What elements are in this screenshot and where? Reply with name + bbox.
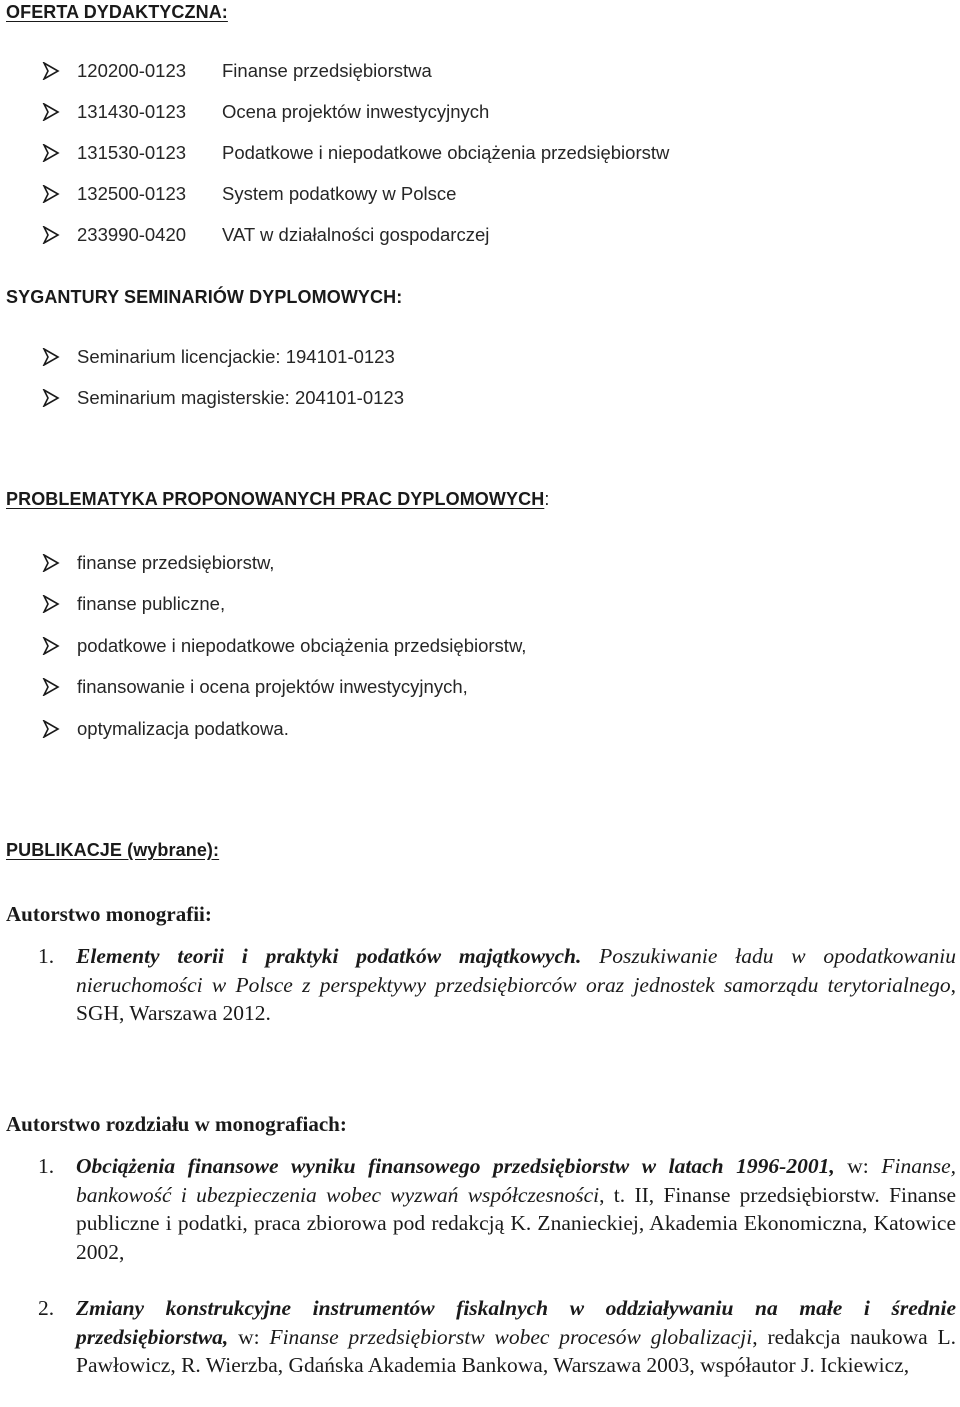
arrow-bullet-icon — [42, 637, 60, 655]
course-name: Finanse przedsiębiorstwa — [222, 60, 432, 81]
arrow-bullet-icon — [42, 144, 60, 162]
course-item — [42, 58, 432, 84]
course-name: VAT w działalności gospodarczej — [222, 224, 490, 245]
publication-item — [38, 942, 956, 1028]
arrow-bullet-icon — [42, 595, 60, 613]
subsection-title-rozdzialy: Autorstwo rozdziału w monografiach: — [6, 1112, 347, 1136]
topic-item — [42, 591, 225, 617]
course-code: 131430-0123 — [77, 101, 187, 122]
arrow-bullet-icon — [42, 226, 60, 244]
publication-details: , SGH, Warszawa 2012. — [76, 972, 956, 1025]
subsection-title-monografie: Autorstwo monografii: — [6, 902, 212, 926]
section-title-problematyka — [6, 489, 549, 510]
topic-item — [42, 550, 274, 576]
arrow-bullet-icon — [42, 348, 60, 366]
publication-text — [76, 1294, 956, 1380]
problematyka-title-text: PROBLEMATYKA PROPONOWANYCH PRAC DYPLOMOWYCH — [6, 489, 545, 509]
seminar-item — [42, 344, 395, 370]
publication-details: , t. II, Finanse przedsiębiorstw. Finanse publiczne i podatki, praca zbiorowa pod redakcją K. Znanieckiej, Akademia Ekonomiczna, Katowice 2002, — [76, 1182, 956, 1264]
section-title-oferta: OFERTA DYDAKTYCZNA: — [6, 2, 228, 22]
publication-number: 1. — [38, 944, 55, 968]
topic-label: finanse publiczne, — [77, 593, 226, 614]
course-code: 120200-0123 — [77, 60, 187, 81]
publication-book: Finanse, bankowość i ubezpieczenia wobec wyzwań współczesności — [76, 1154, 956, 1207]
topic-label: podatkowe i niepodatkowe obciążenia przedsiębiorstw, — [77, 635, 527, 656]
topic-item — [42, 633, 526, 659]
publication-number: 2. — [38, 1296, 55, 1320]
publication-text — [76, 942, 956, 1028]
topic-item — [42, 716, 289, 742]
topic-label: finanse przedsiębiorstw, — [77, 552, 275, 573]
topic-label: optymalizacja podatkowa. — [77, 718, 289, 739]
course-name: Podatkowe i niepodatkowe obciążenia przedsiębiorstw — [222, 142, 670, 163]
publication-number: 1. — [38, 1154, 55, 1178]
section-title-sygnatury: SYGANTURY SEMINARIÓW DYPLOMOWYCH: — [6, 287, 403, 307]
course-code: 233990-0420 — [77, 224, 187, 245]
course-name: System podatkowy w Polsce — [222, 183, 457, 204]
section-title-publikacje: PUBLIKACJE (wybrane): — [6, 840, 220, 860]
publication-item — [38, 1152, 956, 1266]
publication-in: w: — [228, 1324, 270, 1349]
course-code: 132500-0123 — [77, 183, 187, 204]
course-item — [42, 181, 456, 207]
publication-subtitle: Poszukiwanie ładu w opodatkowaniu nieruchomości w Polsce z perspektywy przedsiębiorców oraz jednostek samorządu terytorialnego — [76, 944, 957, 997]
course-item — [42, 222, 489, 248]
topic-item — [42, 674, 468, 700]
course-name: Ocena projektów inwestycyjnych — [222, 101, 490, 122]
course-item — [42, 99, 489, 125]
publication-details: , redakcja naukowa L. Pawłowicz, R. Wierzba, Gdańska Akademia Bankowa, Warszawa 2003, współautor J. Ickiewicz, — [76, 1324, 957, 1377]
publication-title: Obciążenia finansowe wyniku finansowego przedsiębiorstw w latach 1996-2001, — [76, 1154, 835, 1178]
arrow-bullet-icon — [42, 103, 60, 121]
arrow-bullet-icon — [42, 389, 60, 407]
seminar-item — [42, 385, 404, 411]
problematyka-title-colon: : — [544, 489, 550, 509]
publication-book: Finanse przedsiębiorstw wobec procesów globalizacji — [269, 1324, 753, 1349]
course-item — [42, 140, 669, 166]
publication-title: Zmiany konstrukcyjne instrumentów fiskalnych w oddziaływaniu na małe i średnie przedsiębiorstwa, — [76, 1296, 956, 1349]
arrow-bullet-icon — [42, 678, 60, 696]
arrow-bullet-icon — [42, 62, 60, 80]
publication-item — [38, 1294, 956, 1380]
topic-label: finansowanie i ocena projektów inwestycyjnych, — [77, 676, 468, 697]
publication-text — [76, 1152, 956, 1266]
seminar-label: Seminarium magisterskie: 204101-0123 — [77, 387, 405, 408]
publication-title: Elementy teorii i praktyki podatków majątkowych. — [76, 944, 582, 968]
publication-in: w: — [834, 1154, 882, 1178]
arrow-bullet-icon — [42, 720, 60, 738]
course-code: 131530-0123 — [77, 142, 187, 163]
seminar-label: Seminarium licencjackie: 194101-0123 — [77, 346, 395, 367]
arrow-bullet-icon — [42, 185, 60, 203]
arrow-bullet-icon — [42, 554, 60, 572]
